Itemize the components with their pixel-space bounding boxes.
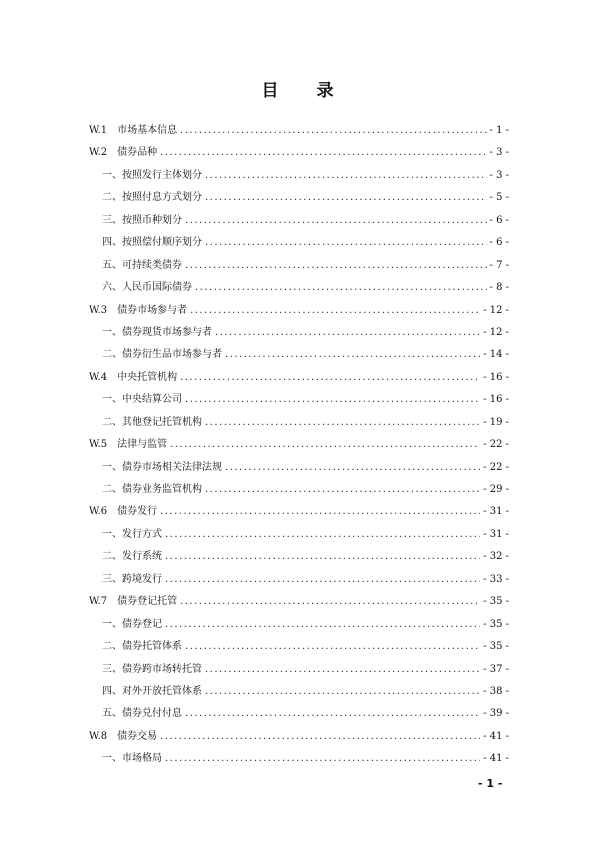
toc-dot-leader bbox=[190, 305, 480, 316]
toc-dot-leader bbox=[225, 349, 480, 360]
toc-entry-label: 五、债券兑付付息 bbox=[102, 708, 182, 720]
toc-entry-page: - 12 - bbox=[483, 326, 509, 338]
toc-entry[interactable] bbox=[89, 637, 509, 659]
toc-entry-label: 五、可持续类债券 bbox=[102, 259, 182, 271]
toc-dot-leader bbox=[205, 686, 480, 697]
toc-entry-label: W.3 债券市场参与者 bbox=[89, 304, 188, 316]
toc-entry-page: - 29 - bbox=[483, 484, 509, 495]
toc-entry-page: - 41 - bbox=[483, 753, 509, 765]
toc-entry-label: W.5 法律与监管 bbox=[89, 439, 168, 451]
toc-entry-label: 三、按照币种划分 bbox=[102, 214, 182, 226]
toc-dot-leader bbox=[180, 125, 486, 136]
toc-dot-leader bbox=[185, 215, 487, 226]
toc-dot-leader bbox=[165, 619, 480, 630]
toc-entry[interactable] bbox=[89, 458, 509, 480]
toc-entry-page: - 31 - bbox=[483, 528, 509, 540]
toc-entry-label: 三、跨境发行 bbox=[102, 573, 162, 585]
toc-entry[interactable] bbox=[89, 480, 509, 502]
toc-dot-leader bbox=[165, 529, 480, 540]
toc-entry-page: - 7 - bbox=[489, 259, 509, 271]
toc-entry[interactable] bbox=[89, 435, 509, 457]
page-number: - 1 - bbox=[478, 777, 503, 790]
toc-entry[interactable] bbox=[89, 704, 509, 726]
toc-entry[interactable] bbox=[89, 166, 509, 188]
toc-dot-leader bbox=[225, 462, 480, 473]
toc-dot-leader bbox=[205, 417, 480, 428]
toc-entry-label: 一、债券登记 bbox=[102, 618, 162, 630]
toc-entry-page: - 22 - bbox=[483, 439, 509, 451]
toc-entry-label: 二、债券托管体系 bbox=[102, 641, 182, 653]
toc-entry-label: 一、发行方式 bbox=[102, 528, 162, 540]
toc-entry-page: - 1 - bbox=[489, 125, 509, 136]
toc-entry[interactable] bbox=[89, 682, 509, 704]
toc-entry-page: - 35 - bbox=[483, 596, 509, 608]
toc-entry[interactable] bbox=[89, 615, 509, 637]
toc-dot-leader bbox=[205, 484, 480, 495]
toc-entry-page: - 22 - bbox=[483, 461, 509, 473]
toc-entry-label: W.7 债券登记托管 bbox=[89, 596, 178, 608]
toc-entry[interactable] bbox=[89, 502, 509, 524]
toc-dot-leader bbox=[185, 641, 480, 652]
toc-entry-page: - 32 - bbox=[483, 551, 509, 563]
toc-entry-label: 一、债券现货市场参与者 bbox=[102, 326, 212, 338]
toc-entry[interactable] bbox=[89, 727, 509, 749]
toc-dot-leader bbox=[205, 237, 487, 248]
toc-entry-page: - 41 - bbox=[483, 730, 509, 742]
toc-entry[interactable] bbox=[89, 368, 509, 390]
toc-dot-leader bbox=[165, 753, 480, 764]
toc-entry-label: W.6 债券发行 bbox=[89, 506, 158, 518]
toc-entry-page: - 5 - bbox=[489, 192, 509, 204]
toc-entry-page: - 3 - bbox=[489, 147, 509, 159]
toc-entry-page: - 35 - bbox=[483, 618, 509, 630]
toc-entry-page: - 3 - bbox=[489, 169, 509, 181]
toc-entry[interactable] bbox=[89, 525, 509, 547]
toc-entry-label: W.4 中央托管机构 bbox=[89, 371, 178, 383]
toc-entry-label: 四、对外开放托管体系 bbox=[102, 685, 202, 697]
toc-entry-label: 六、人民币国际债券 bbox=[102, 282, 192, 294]
toc-entry-label: 二、债券衍生品市场参与者 bbox=[102, 349, 222, 361]
toc-dot-leader bbox=[185, 260, 487, 271]
toc-dot-leader bbox=[205, 664, 480, 675]
toc-dot-leader bbox=[185, 394, 480, 405]
toc-entry-label: 四、按照偿付顺序划分 bbox=[102, 237, 202, 249]
toc-entry[interactable] bbox=[89, 233, 509, 255]
toc-entry-page: - 16 - bbox=[483, 371, 509, 383]
toc-entry[interactable] bbox=[89, 570, 509, 592]
toc-entry[interactable] bbox=[89, 660, 509, 682]
toc-dot-leader bbox=[165, 574, 480, 585]
toc-dot-leader bbox=[160, 506, 480, 517]
toc-entry[interactable] bbox=[89, 547, 509, 569]
toc-dot-leader bbox=[215, 327, 480, 338]
toc-entry[interactable] bbox=[89, 278, 509, 300]
toc-entry[interactable] bbox=[89, 592, 509, 614]
toc-entry[interactable] bbox=[89, 413, 509, 435]
toc-entry-label: W.2 债券品种 bbox=[89, 147, 158, 159]
toc-entry-page: - 6 - bbox=[489, 214, 509, 226]
toc-entry-page: - 37 - bbox=[483, 663, 509, 675]
toc-entry[interactable] bbox=[89, 188, 509, 210]
toc-dot-leader bbox=[185, 708, 480, 719]
toc-entry-page: - 35 - bbox=[483, 641, 509, 653]
toc-dot-leader bbox=[205, 170, 487, 181]
toc-entry-page: - 12 - bbox=[483, 304, 509, 316]
toc-entry-label: W.8 债券交易 bbox=[89, 730, 158, 742]
toc-entry-label: 二、发行系统 bbox=[102, 551, 162, 563]
toc-entry-label: 三、债券跨市场转托管 bbox=[102, 663, 202, 675]
toc-entry-label: W.1 市场基本信息 bbox=[89, 125, 178, 136]
toc-entry-label: 一、债券市场相关法律法规 bbox=[102, 461, 222, 473]
toc-entry-page: - 8 - bbox=[489, 282, 509, 294]
toc-entry[interactable] bbox=[89, 121, 509, 143]
toc-entry-label: 二、债券业务监管机构 bbox=[102, 484, 202, 495]
toc-entry-page: - 39 - bbox=[483, 708, 509, 720]
toc-dot-leader bbox=[205, 192, 487, 203]
page-title: 目 录 bbox=[261, 81, 350, 101]
toc-dot-leader bbox=[165, 551, 480, 562]
toc-entry-label: 二、其他登记托管机构 bbox=[102, 416, 202, 428]
toc-entry-label: 一、市场格局 bbox=[102, 753, 162, 765]
toc-entry[interactable] bbox=[89, 390, 509, 412]
toc-dot-leader bbox=[180, 372, 480, 383]
toc-entry[interactable] bbox=[89, 749, 509, 771]
toc-dot-leader bbox=[195, 282, 487, 293]
toc-entry-label: 一、中央结算公司 bbox=[102, 394, 182, 406]
toc-entry-label: 二、按照付息方式划分 bbox=[102, 192, 202, 204]
toc-entry-page: - 19 - bbox=[483, 416, 509, 428]
toc-entry[interactable] bbox=[89, 345, 509, 367]
toc-dot-leader bbox=[180, 596, 480, 607]
toc-entry-page: - 14 - bbox=[483, 349, 509, 361]
toc-entry[interactable] bbox=[89, 256, 509, 278]
toc-entry-label: 一、按照发行主体划分 bbox=[102, 169, 202, 181]
toc-entry[interactable] bbox=[89, 323, 509, 345]
toc-entry[interactable] bbox=[89, 301, 509, 323]
toc-entry-page: - 6 - bbox=[489, 237, 509, 249]
toc-entry-page: - 33 - bbox=[483, 573, 509, 585]
toc-dot-leader bbox=[160, 731, 480, 742]
toc-entry-page: - 16 - bbox=[483, 394, 509, 406]
toc-dot-leader bbox=[170, 439, 480, 450]
toc-entry[interactable] bbox=[89, 211, 509, 233]
toc-dot-leader bbox=[160, 147, 486, 158]
toc-entry-page: - 38 - bbox=[483, 685, 509, 697]
table-of-contents bbox=[89, 121, 509, 772]
toc-entry[interactable] bbox=[89, 143, 509, 165]
toc-entry-page: - 31 - bbox=[483, 506, 509, 518]
